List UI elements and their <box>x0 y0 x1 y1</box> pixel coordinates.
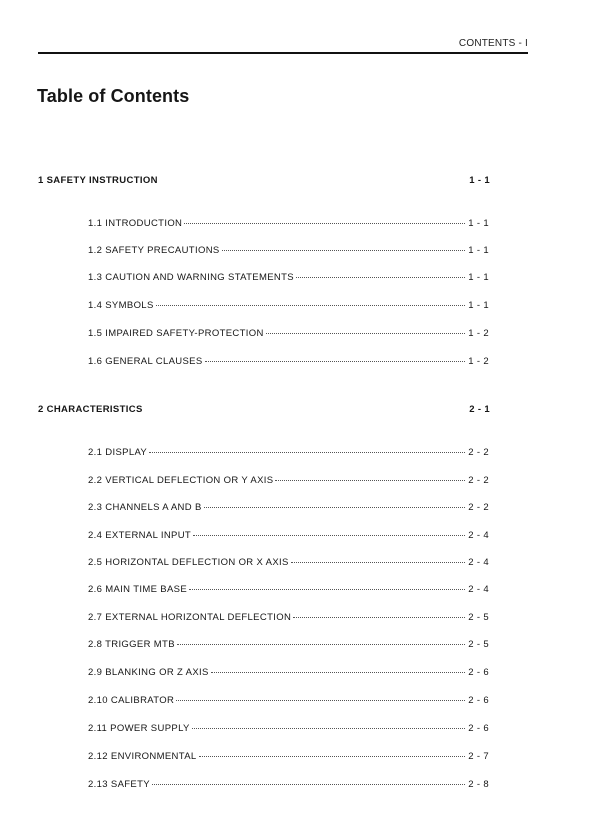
toc-entry-page: 2 - 7 <box>468 751 489 762</box>
toc-section-label: 2 CHARACTERISTICS <box>38 404 143 415</box>
dot-leader <box>149 452 465 453</box>
toc-entry-page: 2 - 2 <box>468 447 489 458</box>
toc-entry-label: 1.6 GENERAL CLAUSES <box>88 356 203 367</box>
toc-entry-label: 2.9 BLANKING OR Z AXIS <box>88 667 209 678</box>
toc-entry-label: 2.7 EXTERNAL HORIZONTAL DEFLECTION <box>88 612 292 623</box>
toc-entry-page: 1 - 1 <box>468 300 489 311</box>
dot-leader <box>177 644 465 645</box>
toc-entry-label: 2.10 CALIBRATOR <box>88 695 175 706</box>
dot-leader <box>184 223 465 224</box>
dot-leader <box>275 480 465 481</box>
toc-entry-page: 2 - 6 <box>468 667 489 678</box>
dot-leader <box>293 617 465 618</box>
running-head: CONTENTS - I <box>458 38 528 49</box>
toc-entry-label: 1.3 CAUTION AND WARNING STATEMENTS <box>88 272 294 283</box>
toc-entry[interactable] <box>88 475 489 486</box>
toc-entry-page: 2 - 5 <box>468 639 489 650</box>
toc-entry-label: 1.1 INTRODUCTION <box>88 218 183 229</box>
dot-leader <box>193 535 465 536</box>
toc-section-page: 1 - 1 <box>469 175 490 186</box>
toc-entry[interactable] <box>88 667 489 678</box>
toc-entry-page: 2 - 2 <box>468 502 489 513</box>
dot-leader <box>152 784 465 785</box>
toc-entry[interactable] <box>88 695 489 706</box>
toc-entry[interactable] <box>88 218 489 229</box>
dot-leader <box>156 305 465 306</box>
toc-entry-page: 2 - 5 <box>468 612 489 623</box>
dot-leader <box>291 562 465 563</box>
toc-entry[interactable] <box>88 612 489 623</box>
toc-entry-label: 2.2 VERTICAL DEFLECTION OR Y AXIS <box>88 475 274 486</box>
toc-entry-label: 2.13 SAFETY <box>88 779 150 790</box>
toc-entry-label: 2.6 MAIN TIME BASE <box>88 584 188 595</box>
toc-entry-page: 2 - 6 <box>468 723 489 734</box>
toc-entry-label: 2.11 POWER SUPPLY <box>88 723 190 734</box>
dot-leader <box>192 728 465 729</box>
toc-entry[interactable] <box>88 530 489 541</box>
toc-entry-page: 1 - 1 <box>468 245 489 256</box>
dot-leader <box>204 507 465 508</box>
toc-entry[interactable] <box>88 557 489 568</box>
toc-entry-page: 2 - 4 <box>468 557 489 568</box>
toc-entry-page: 2 - 4 <box>468 530 489 541</box>
toc-entry[interactable] <box>88 779 489 790</box>
toc-entry[interactable] <box>88 751 489 762</box>
toc-entry-label: 2.4 EXTERNAL INPUT <box>88 530 192 541</box>
dot-leader <box>199 756 465 757</box>
toc-entry-label: 2.12 ENVIRONMENTAL <box>88 751 197 762</box>
toc-entry-label: 1.5 IMPAIRED SAFETY-PROTECTION <box>88 328 264 339</box>
toc-section-2[interactable] <box>38 404 490 415</box>
toc-entry[interactable] <box>88 447 489 458</box>
dot-leader <box>211 672 465 673</box>
toc-entry-page: 2 - 8 <box>468 779 489 790</box>
toc-entry[interactable] <box>88 328 489 339</box>
header-rule <box>38 52 528 54</box>
dot-leader <box>189 589 465 590</box>
toc-section-1[interactable] <box>38 175 490 186</box>
toc-entry-page: 2 - 4 <box>468 584 489 595</box>
toc-entry[interactable] <box>88 300 489 311</box>
toc-entry[interactable] <box>88 356 489 367</box>
page-title: Table of Contents <box>37 86 190 106</box>
toc-entry[interactable] <box>88 584 489 595</box>
toc-entry[interactable] <box>88 245 489 256</box>
toc-section-page: 2 - 1 <box>469 404 490 415</box>
toc-entry-label: 1.2 SAFETY PRECAUTIONS <box>88 245 220 256</box>
toc-entry-label: 2.3 CHANNELS A AND B <box>88 502 202 513</box>
toc-entry[interactable] <box>88 502 489 513</box>
toc-entry-page: 2 - 2 <box>468 475 489 486</box>
dot-leader <box>266 333 465 334</box>
toc-entry-page: 1 - 1 <box>468 218 489 229</box>
dot-leader <box>222 250 465 251</box>
toc-entry-label: 1.4 SYMBOLS <box>88 300 154 311</box>
dot-leader <box>296 277 465 278</box>
toc-entry-label: 2.1 DISPLAY <box>88 447 148 458</box>
toc-section-label: 1 SAFETY INSTRUCTION <box>38 175 158 186</box>
toc-entry-page: 1 - 1 <box>468 272 489 283</box>
toc-entry[interactable] <box>88 272 489 283</box>
toc-entry-label: 2.5 HORIZONTAL DEFLECTION OR X AXIS <box>88 557 289 568</box>
dot-leader <box>205 361 465 362</box>
toc-entry[interactable] <box>88 723 489 734</box>
toc-entry-label: 2.8 TRIGGER MTB <box>88 639 175 650</box>
toc-entry-page: 1 - 2 <box>468 356 489 367</box>
toc-entry-page: 2 - 6 <box>468 695 489 706</box>
toc-entry-page: 1 - 2 <box>468 328 489 339</box>
dot-leader <box>176 700 465 701</box>
toc-entry[interactable] <box>88 639 489 650</box>
